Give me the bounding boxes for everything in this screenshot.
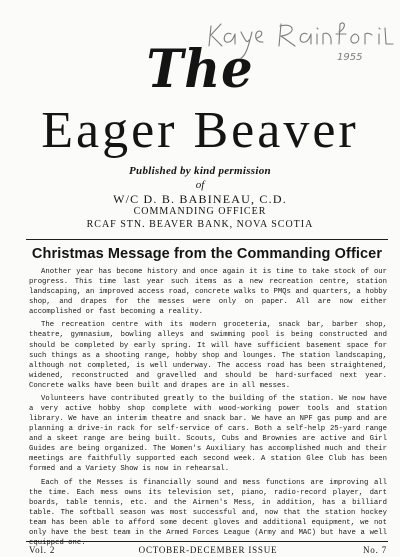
volume-label: Vol. 2 [29, 545, 56, 555]
article-paragraph: Volunteers have contributed greatly to the building of the station. We now have a very active hobby shop complete with wood-working power tools and station library. We have an interim theatre and snack bar. We have an NPF gas pump and are planning a drive-in rack for self-service of cars. Both a self-help 25-yard range and a skeet range are being built. Scouts, Cubs and Brownies are active and Girl Guides are being organized. The Women's Auxiliary has accomplished much and their meetings are faithfully supported each second week. A station Glee Club has been formed and a Variety Show is now in rehearsal. [29, 394, 387, 474]
top-divider [26, 239, 388, 240]
of-line: of [195, 179, 205, 191]
issue-label: OCTOBER-DECEMBER ISSUE [138, 545, 278, 555]
masthead-the: The [146, 39, 254, 100]
permission-line: Published by kind permission [129, 165, 271, 177]
article-paragraph: Each of the Messes is financially sound and mess functions are improving all the time. Each mess owns its television set, piano, radio-record player, dart boards, table tennis, etc. and the Airmen's Mess, in addition, has a billiard table. The softball season was most successful and, now that the station hockey team has been able to afford some decent gloves and additional equipment, we not only have the best team in the Armed Forces League (Army and MAC) but have a well equipped one. [29, 478, 387, 547]
commander-rank: COMMANDING OFFICER [133, 206, 267, 217]
bottom-divider [26, 541, 388, 542]
masthead-title: Eager Beaver [41, 102, 359, 159]
station-name: RCAF STN. BEAVER BANK, NOVA SCOTIA [86, 219, 314, 230]
signature-year: 1955 [337, 52, 363, 63]
article-paragraph: Another year has become history and once again it is time to take stock of our progress. This time last year such items as a new recreation centre, station landscaping, an improved access road, concrete walks to PMQs and quarters, a hobby shop, and drapes for the messes were only on paper. All are now either accomplished or fast becoming a reality. [29, 268, 387, 317]
commander-name: W/C D. B. BABINEAU, C.D. [113, 192, 287, 206]
article-body [29, 267, 387, 551]
article-paragraph: The recreation centre with its modern groceteria, snack bar, barber shop, theatre, gymnasium, bowling alleys and swimming pool is being constructed and should be completed by early spring. It will have sufficient basement space for such things as a shooting range, hobby shop and lounges. The station landscaping, although not completed, is well underway. The access road has been straightened, widened, reconstructed and gravelled and should be hard-surfaced next year. Concrete walks have been built and drapes are in all messes. [29, 321, 387, 390]
article-headline: Christmas Message from the Commanding Officer [31, 246, 383, 262]
issue-number: No. 7 [363, 545, 387, 555]
